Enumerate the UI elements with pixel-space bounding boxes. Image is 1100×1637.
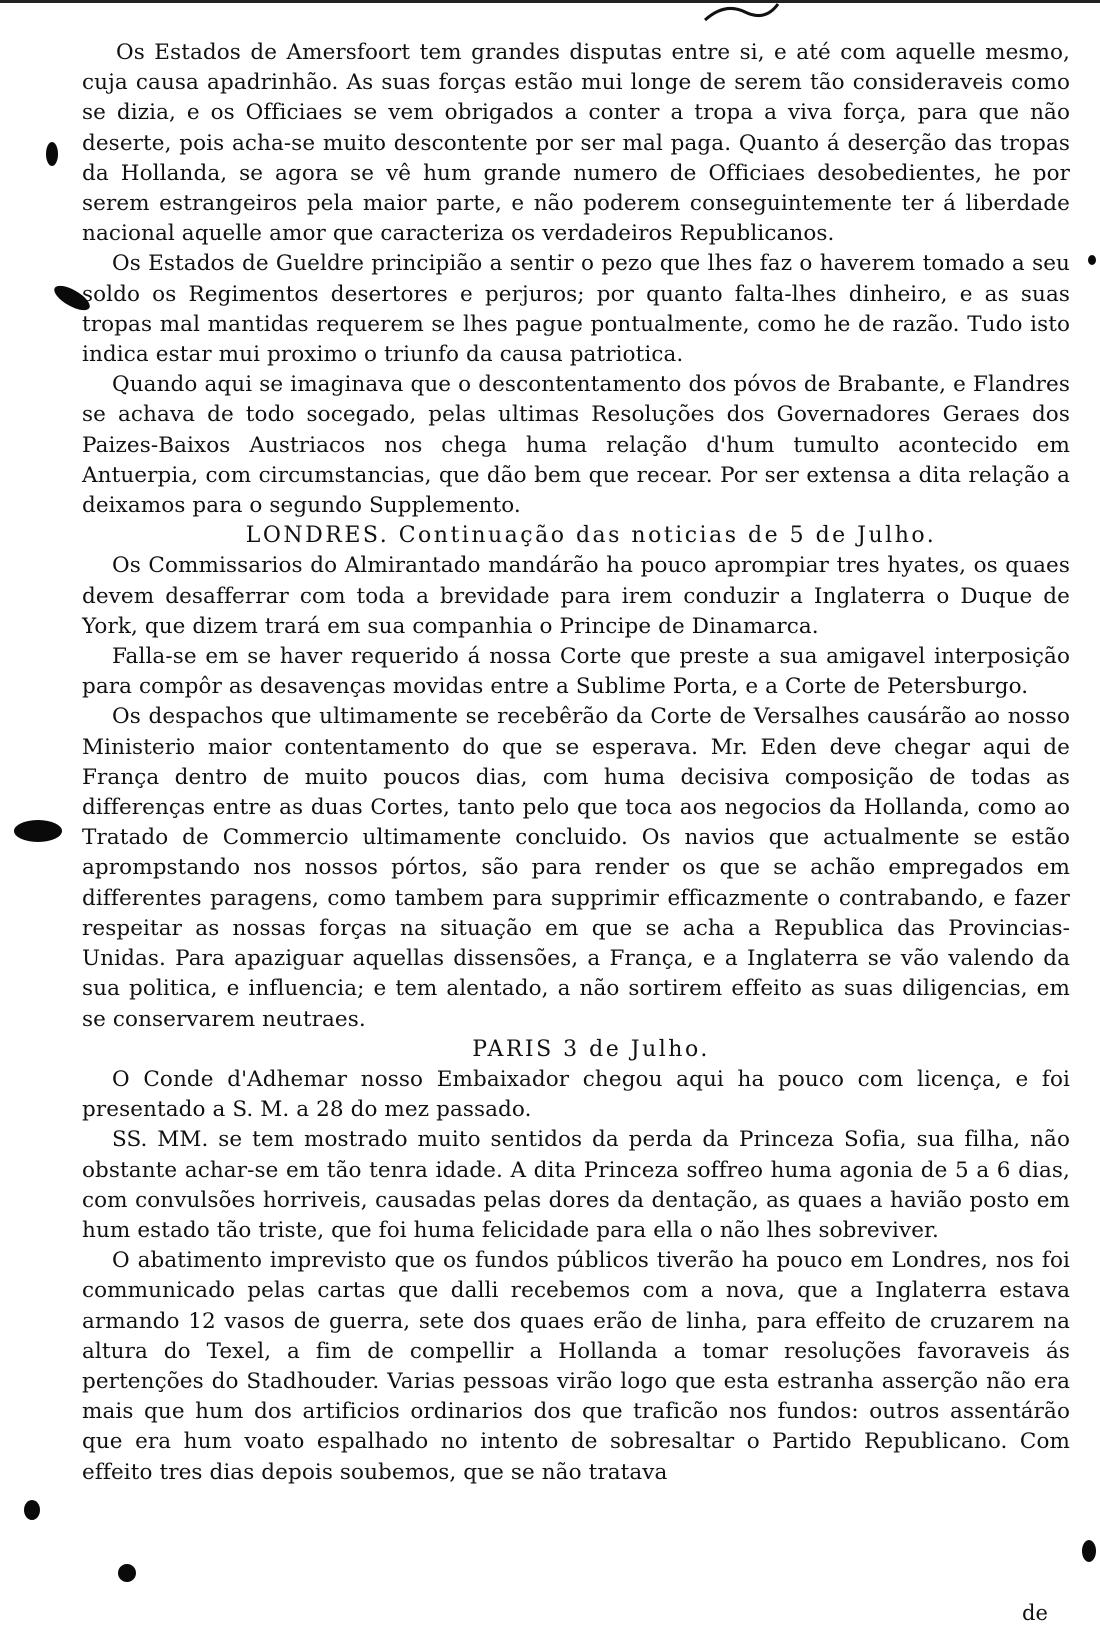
ink-flourish-mark [700,0,780,30]
paragraph-gueldre: Os Estados de Gueldre principião a sentir o pezo que lhes faz o haverem tomado a seu soldo os Regimentos desertores e perjuros; por quanto falta-lhes dinheiro, e as suas tropas mal mantidas requerem se lhes pague pontualmente, como he de razão. Tudo isto indica estar mui proximo o triunfo da causa patriotica. [82,251,1070,368]
ink-blot [1088,255,1096,265]
paragraph-interposicao: Falla-se em se haver requerido á nossa Corte que preste a sua amigavel interposição para compôr as desavenças movidas entre a Sublime Porta, e a Corte de Petersburgo. [82,644,1070,700]
text-column [82,38,1070,1488]
catchword: de [1022,1601,1048,1625]
ink-blot [118,1564,136,1582]
paragraph-versalhes: Os despachos que ultimamente se recebêrão da Corte de Versalhes causárão ao nosso Ministerio maior contentamento do que se esperava. Mr. Eden deve chegar aqui de França dentro de muito poucos dias, com huma decisiva composição de todas as differenças entre as duas Cortes, tanto pelo que toca aos negocios da Hollanda, como ao Tratado de Commercio ultimamente concluido. Os navios que actualmente se estão aprompstando nos nossos pórtos, são para render os que se achão empregados em differentes paragens, como tambem para supprimir efficazmente o contrabando, e fazer respeitar as nossas forças na situação em que se acha a Republica das Provincias-Unidas. Para apaziguar aquellas dissensões, a França, e a Inglaterra se vão valendo da sua politica, e influencia; e tem alentado, a não sortirem effeito as suas diligencias, em se conservarem neutraes. [82,704,1070,1032]
heading-londres: LONDRES. Continuação das noticias de 5 de Julho. [245,523,937,549]
paragraph-princeza-sofia: SS. MM. se tem mostrado muito sentidos da perda da Princeza Sofia, sua filha, não obstante achar-se em tão tenra idade. A dita Princeza soffreo huma agonia de 5 a 6 dias, com convulsões horriveis, causadas pelas dores da dentação, as quaes a havião posto em hum estado tão triste, que foi huma felicidade para ella o não lhes sobreviver. [82,1127,1070,1243]
paragraph-brabante: Quando aqui se imaginava que o descontentamento dos póvos de Brabante, e Flandres se achava de todo socegado, pelas ultimas Resoluções dos Governadores Geraes dos Paizes-Baixos Austriacos nos chega huma relação d'hum tumulto acontecido em Antuerpia, com circumstancias, que dão bem que recear. Por ser extensa a dita relação a deixamos para o segundo Supplemento. [82,372,1070,519]
heading-paris: PARIS 3 de Julho. [472,1036,710,1062]
ink-blot [1082,1540,1096,1562]
paragraph-adhemar: O Conde d'Adhemar nosso Embaixador chegou aqui ha pouco com licença, e foi presentado a S. M. a 28 do mez passado. [82,1066,1070,1123]
paragraph-almirantado: Os Commissarios do Almirantado mandárão ha pouco aprompiar tres hyates, os quaes devem desafferrar com toda a brevidade para irem conduzir a Inglaterra o Duque de York, que dizem trará em sua companhia o Principe de Dinamarca. [82,553,1070,639]
page-top-edge [0,0,1100,3]
paragraph-amersfoort: Os Estados de Amersfoort tem grandes disputas entre si, e até com aquelle mesmo, cuja causa apadrinhão. As suas forças estão mui longe de serem tão consideraveis como se dizia, e os Officiaes se vem obrigados a conter a tropa a viva força, para que não deserte, pois acha-se muito descontente por ser mal paga. Quanto á deserção das tropas da Hollanda, se agora se vê hum grande numero de Officiaes desobedientes, he por serem estrangeiros pela maior parte, e não poderem conseguintemente ter á liberdade nacional aquelle amor que caracteriza os verdadeiros Republicanos. [82,40,1070,247]
ink-blot [24,1500,40,1520]
ink-blot [46,142,58,166]
ink-blot [14,820,62,842]
paragraph-fundos-publicos: O abatimento imprevisto que os fundos públicos tiverão ha pouco em Londres, nos foi communicado pelas cartas que dalli recebemos com a nova, que a Inglaterra estava armando 12 vasos de guerra, sete dos quaes erão de linha, para effeito de cruzarem na altura do Texel, a fim de compellir a Hollanda a tomar resoluções favoraveis ás pertenções do Stadhouder. Varias pessoas virão logo que esta estranha asserção não era mais que hum dos artificios ordinarios dos que traficão nos fundos: outros assentárão que era hum voato espalhado no intento de sobresaltar o Partido Republicano. Com effeito tres dias depois soubemos, que se não tratava [82,1248,1070,1485]
